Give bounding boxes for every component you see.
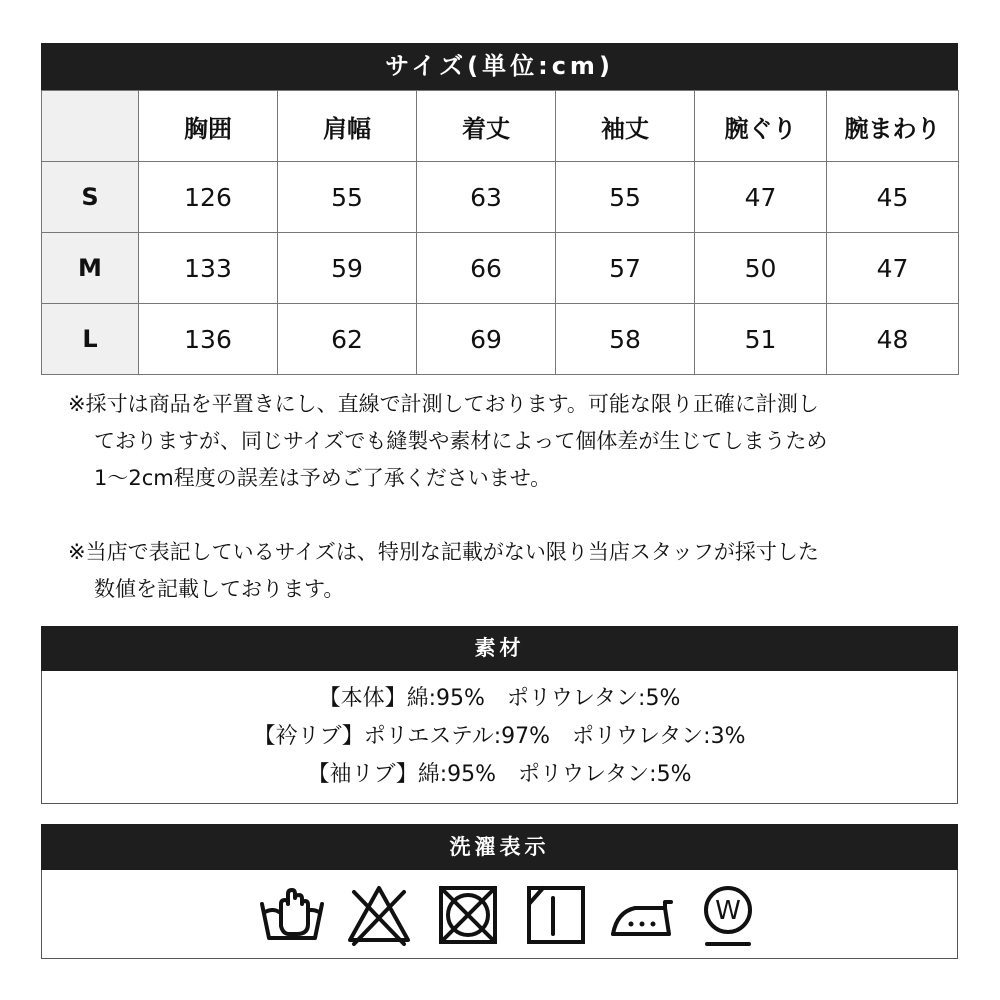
table-cell: 126 bbox=[139, 162, 278, 233]
table-cell: 69 bbox=[417, 304, 556, 375]
material-line: 【衿リブ】ポリエステル:97% ポリウレタン:3% bbox=[253, 724, 746, 749]
table-row bbox=[42, 304, 959, 375]
column-header: 袖丈 bbox=[556, 91, 695, 162]
table-cell: 136 bbox=[139, 304, 278, 375]
column-header: 腕まわり bbox=[827, 91, 959, 162]
washing-section-header: 洗濯表示 bbox=[41, 824, 958, 870]
size-table-corner bbox=[42, 91, 139, 162]
washing-icons-box bbox=[41, 870, 958, 959]
row-header: S bbox=[42, 162, 139, 233]
material-line: 【袖リブ】綿:95% ポリウレタン:5% bbox=[307, 762, 692, 787]
size-section-header: サイズ(単位:cm) bbox=[41, 43, 958, 90]
note-line: ※採寸は商品を平置きにし、直線で計測しております。可能な限り正確に計測し bbox=[68, 392, 819, 416]
table-cell: 45 bbox=[827, 162, 959, 233]
table-row bbox=[42, 162, 959, 233]
column-header: 胸囲 bbox=[139, 91, 278, 162]
size-table-header-row bbox=[42, 91, 959, 162]
table-cell: 66 bbox=[417, 233, 556, 304]
material-box bbox=[41, 671, 958, 804]
measurement-note bbox=[68, 386, 827, 497]
note-line: 数値を記載しております。 bbox=[94, 577, 345, 601]
table-cell: 58 bbox=[556, 304, 695, 375]
note-line: ておりますが、同じサイズでも縫製や素材によって個体差が生じてしまうため bbox=[94, 429, 828, 453]
table-cell: 133 bbox=[139, 233, 278, 304]
table-cell: 55 bbox=[556, 162, 695, 233]
column-header: 肩幅 bbox=[278, 91, 417, 162]
table-cell: 51 bbox=[695, 304, 827, 375]
table-cell: 47 bbox=[695, 162, 827, 233]
material-line: 【本体】綿:95% ポリウレタン:5% bbox=[318, 686, 681, 711]
size-note bbox=[68, 534, 819, 608]
row-header: L bbox=[42, 304, 139, 375]
table-cell: 59 bbox=[278, 233, 417, 304]
note-line: 1〜2cm程度の誤差は予めご了承くださいませ。 bbox=[94, 466, 552, 490]
table-row bbox=[42, 233, 959, 304]
table-cell: 57 bbox=[556, 233, 695, 304]
table-cell: 48 bbox=[827, 304, 959, 375]
hand-wash-icon bbox=[259, 882, 325, 948]
table-cell: 62 bbox=[278, 304, 417, 375]
column-header: 腕ぐり bbox=[695, 91, 827, 162]
table-cell: 55 bbox=[278, 162, 417, 233]
table-cell: 50 bbox=[695, 233, 827, 304]
size-table bbox=[41, 90, 959, 375]
line-dry-shade-icon bbox=[523, 882, 589, 948]
column-header: 着丈 bbox=[417, 91, 556, 162]
table-cell: 47 bbox=[827, 233, 959, 304]
low-iron-icon bbox=[609, 882, 675, 948]
wet-clean-icon bbox=[695, 882, 761, 948]
material-section-header: 素材 bbox=[41, 626, 958, 671]
row-header: M bbox=[42, 233, 139, 304]
table-cell: 63 bbox=[417, 162, 556, 233]
wet-clean-letter: W bbox=[715, 896, 741, 926]
note-line: ※当店で表記しているサイズは、特別な記載がない限り当店スタッフが採寸した bbox=[68, 540, 819, 564]
no-tumble-dry-icon bbox=[435, 882, 501, 948]
no-bleach-icon bbox=[346, 882, 412, 948]
